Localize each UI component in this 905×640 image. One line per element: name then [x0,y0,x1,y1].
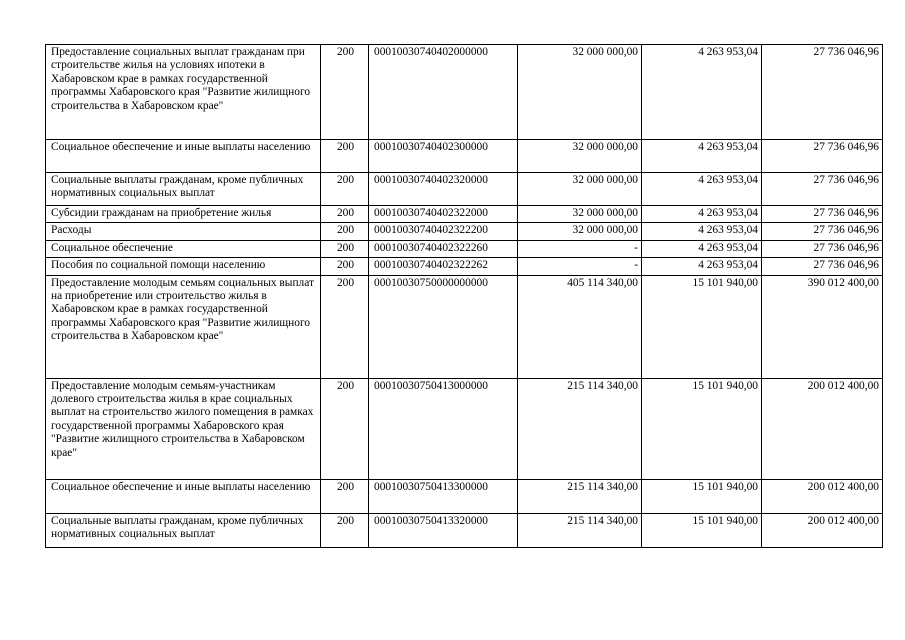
row-unexecuted: 27 736 046,96 [762,45,883,140]
row-executed: 4 263 953,04 [642,223,762,240]
row-executed: 15 101 940,00 [642,378,762,479]
row-approved: - [518,258,642,275]
row-executed: 15 101 940,00 [642,513,762,547]
row-code: 200 [321,173,369,206]
row-kbk: 00010030750000000000 [369,275,518,378]
budget-execution-table [45,44,883,548]
row-kbk: 00010030740402322260 [369,240,518,257]
row-executed: 4 263 953,04 [642,258,762,275]
row-approved: 32 000 000,00 [518,140,642,173]
row-code: 200 [321,206,369,223]
row-code: 200 [321,223,369,240]
table-row [46,513,883,547]
row-name: Социальное обеспечение [46,240,321,257]
table-row [46,479,883,513]
row-unexecuted: 200 012 400,00 [762,513,883,547]
row-unexecuted: 27 736 046,96 [762,206,883,223]
table-row [46,206,883,223]
row-kbk: 00010030740402322262 [369,258,518,275]
row-kbk: 00010030740402320000 [369,173,518,206]
row-name: Предоставление молодым семьям социальных выплат на приобретение или строительство жилья в Хабаровском крае в рамках государственной программы Хабаровского края "Развитие жилищного строительства в Хабаровском крае" [46,275,321,378]
table-row [46,140,883,173]
table-row [46,240,883,257]
table-row [46,223,883,240]
row-approved: 405 114 340,00 [518,275,642,378]
row-unexecuted: 27 736 046,96 [762,223,883,240]
row-code: 200 [321,275,369,378]
row-executed: 15 101 940,00 [642,275,762,378]
row-executed: 4 263 953,04 [642,45,762,140]
row-approved: 215 114 340,00 [518,378,642,479]
row-name: Социальные выплаты гражданам, кроме публичных нормативных социальных выплат [46,173,321,206]
row-code: 200 [321,378,369,479]
row-unexecuted: 200 012 400,00 [762,378,883,479]
row-code: 200 [321,479,369,513]
row-kbk: 00010030750413300000 [369,479,518,513]
row-approved: 32 000 000,00 [518,223,642,240]
row-code: 200 [321,45,369,140]
row-name: Социальное обеспечение и иные выплаты населению [46,140,321,173]
row-approved: - [518,240,642,257]
row-name: Предоставление социальных выплат гражданам при строительстве жилья на условиях ипотеки в Хабаровском крае в рамках государственной программы Хабаровского края "Развитие жилищного строительства в Хабаровском крае" [46,45,321,140]
row-kbk: 00010030750413000000 [369,378,518,479]
row-code: 200 [321,140,369,173]
row-name: Социальные выплаты гражданам, кроме публичных нормативных социальных выплат [46,513,321,547]
row-approved: 32 000 000,00 [518,45,642,140]
row-kbk: 00010030740402000000 [369,45,518,140]
row-approved: 32 000 000,00 [518,206,642,223]
row-unexecuted: 27 736 046,96 [762,173,883,206]
row-approved: 215 114 340,00 [518,479,642,513]
table-row [46,275,883,378]
row-approved: 215 114 340,00 [518,513,642,547]
row-executed: 4 263 953,04 [642,173,762,206]
row-name: Субсидии гражданам на приобретение жилья [46,206,321,223]
row-name: Расходы [46,223,321,240]
row-unexecuted: 200 012 400,00 [762,479,883,513]
row-unexecuted: 27 736 046,96 [762,140,883,173]
row-code: 200 [321,240,369,257]
row-approved: 32 000 000,00 [518,173,642,206]
table-row [46,378,883,479]
table-row [46,258,883,275]
row-kbk: 00010030740402300000 [369,140,518,173]
row-name: Социальное обеспечение и иные выплаты населению [46,479,321,513]
row-unexecuted: 390 012 400,00 [762,275,883,378]
row-unexecuted: 27 736 046,96 [762,240,883,257]
row-kbk: 00010030750413320000 [369,513,518,547]
row-executed: 4 263 953,04 [642,140,762,173]
row-code: 200 [321,513,369,547]
row-name: Пособия по социальной помощи населению [46,258,321,275]
row-executed: 4 263 953,04 [642,206,762,223]
row-name: Предоставление молодым семьям-участникам долевого строительства жилья в крае социальных выплат на строительство жилого помещения в рамках государственной программы Хабаровского края "Развитие жилищного строительства в Хабаровском крае" [46,378,321,479]
table-row [46,45,883,140]
row-kbk: 00010030740402322000 [369,206,518,223]
row-executed: 15 101 940,00 [642,479,762,513]
row-code: 200 [321,258,369,275]
row-executed: 4 263 953,04 [642,240,762,257]
table-row [46,173,883,206]
row-kbk: 00010030740402322200 [369,223,518,240]
row-unexecuted: 27 736 046,96 [762,258,883,275]
